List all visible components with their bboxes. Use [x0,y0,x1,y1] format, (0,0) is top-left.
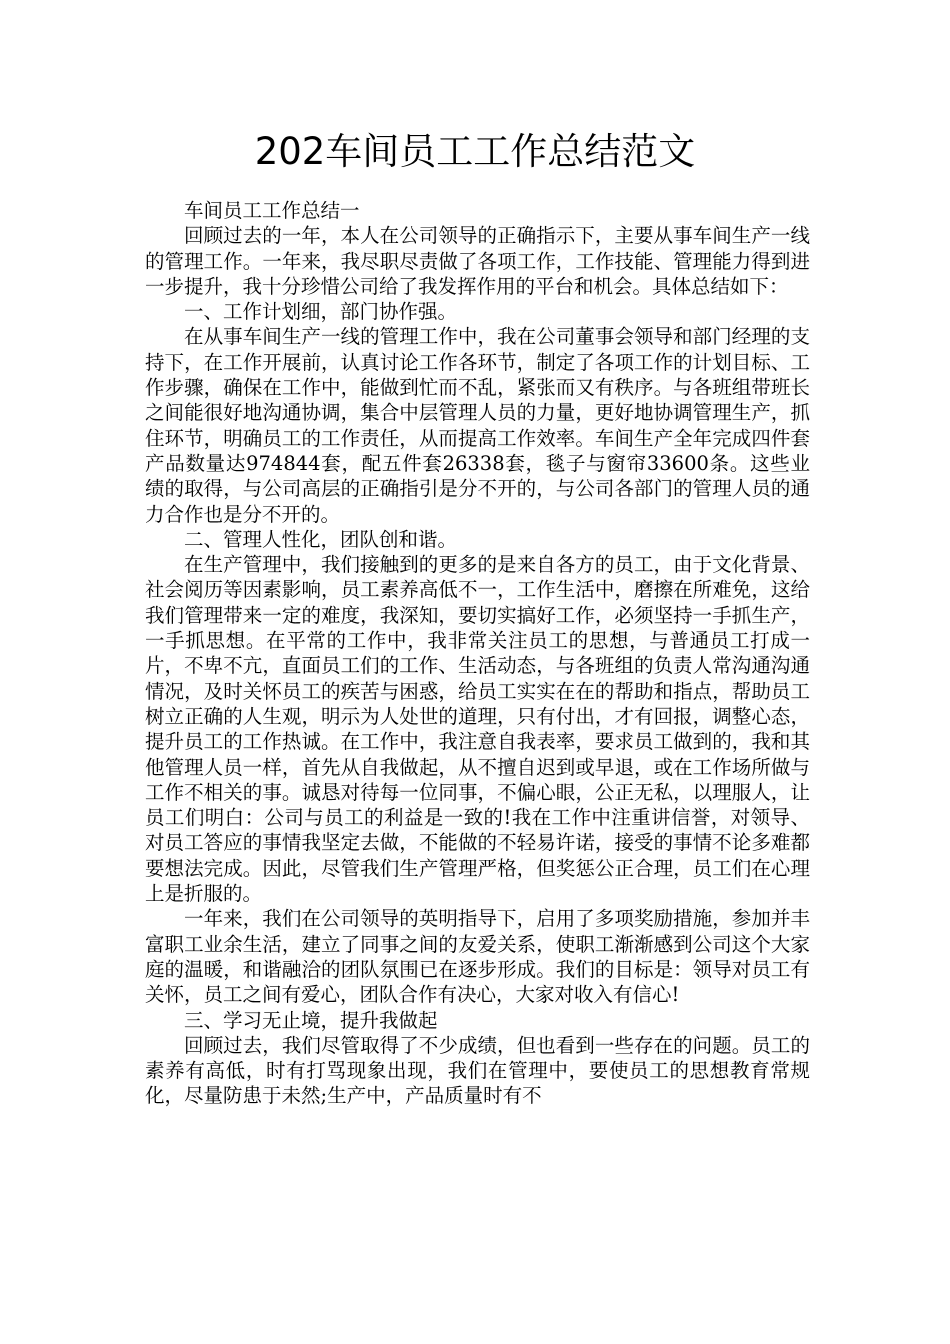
section-heading: 车间员工工作总结一 [184,199,360,222]
body-paragraph: 在生产管理中，我们接触到的更多的是来自各方的员工，由于文化背景、社会阅历等因素影响，员工素养高低不一，工作生活中，磨擦在所难免，这给我们管理带来一定的难度，我深知，要切实搞好工作，必须坚持一手抓生产，一手抓思想。在平常的工作中，我非常关注员工的思想，与普通员工打成一片，不卑不亢，直面员工们的工作、生活动态，与各班组的负责人常沟通沟通情况，及时关怀员工的疾苦与困惑，给员工实实在在的帮助和指点，帮助员工树立正确的人生观，明示为人处世的道理，只有付出，才有回报，调整心态，提升员工的工作热诚。在工作中，我注意自我表率，要求员工做到的，我和其他管理人员一样，首先从自我做起，从不擅自迟到或早退，或在工作场所做与工作不相关的事。诚恳对待每一位同事，不偏心眼，公正无私，以理服人，让员工们明白：公司与员工的利益是一致的!我在工作中注重讲信誉，对领导、对员工答应的事情我坚定去做，不能做的不轻易许诺，接受的事情不论多难都要想法完成。因此，尽管我们生产管理严格，但奖惩公正合理，员工们在心理上是折服的。 [145,553,810,906]
body-paragraph: 在从事车间生产一线的管理工作中，我在公司董事会领导和部门经理的支持下，在工作开展前，认真讨论工作各环节，制定了各项工作的计划目标、工作步骤，确保在工作中，能做到忙而不乱，紧张而又有秩序。与各班组带班长之间能很好地沟通协调，集合中层管理人员的力量，更好地协调管理生产，抓住环节，明确员工的工作责任，从而提高工作效率。车间生产全年完成四件套产品数量达974844套，配五件套26338套，毯子与窗帘33600条。这些业绩的取得，与公司高层的正确指引是分不开的，与公司各部门的管理人员的通力合作也是分不开的。 [145,325,810,526]
document-body [145,198,810,1109]
body-paragraph: 一年来，我们在公司领导的英明指导下，启用了多项奖励措施，参加并丰富职工业余生活，建立了同事之间的友爱关系，使职工渐渐感到公司这个大家庭的温暖，和谐融洽的团队氛围已在逐步形成。我们的目标是：领导对员工有关怀，员工之间有爱心，团队合作有决心，大家对收入有信心! [145,907,810,1007]
body-paragraph: 回顾过去，我们尽管取得了不少成绩，但也看到一些存在的问题。员工的素养有高低，时有打骂现象出现，我们在管理中，要使员工的思想教育常规化，尽量防患于未然;生产中，产品质量时有不 [145,1033,810,1108]
body-paragraph: 回顾过去的一年，本人在公司领导的正确指示下，主要从事车间生产一线的管理工作。一年来，我尽职尽责做了各项工作，工作技能、管理能力得到进一步提升，我十分珍惜公司给了我发挥作用的平台和机会。具体总结如下： [145,224,810,298]
document-title: 202车间员工工作总结范文 [254,130,696,173]
section-heading: 三、学习无止境，提升我做起 [184,1008,438,1032]
section-heading: 一、工作计划细，部门协作强。 [184,300,458,324]
section-heading: 二、管理人性化，团队创和谐。 [184,527,458,551]
